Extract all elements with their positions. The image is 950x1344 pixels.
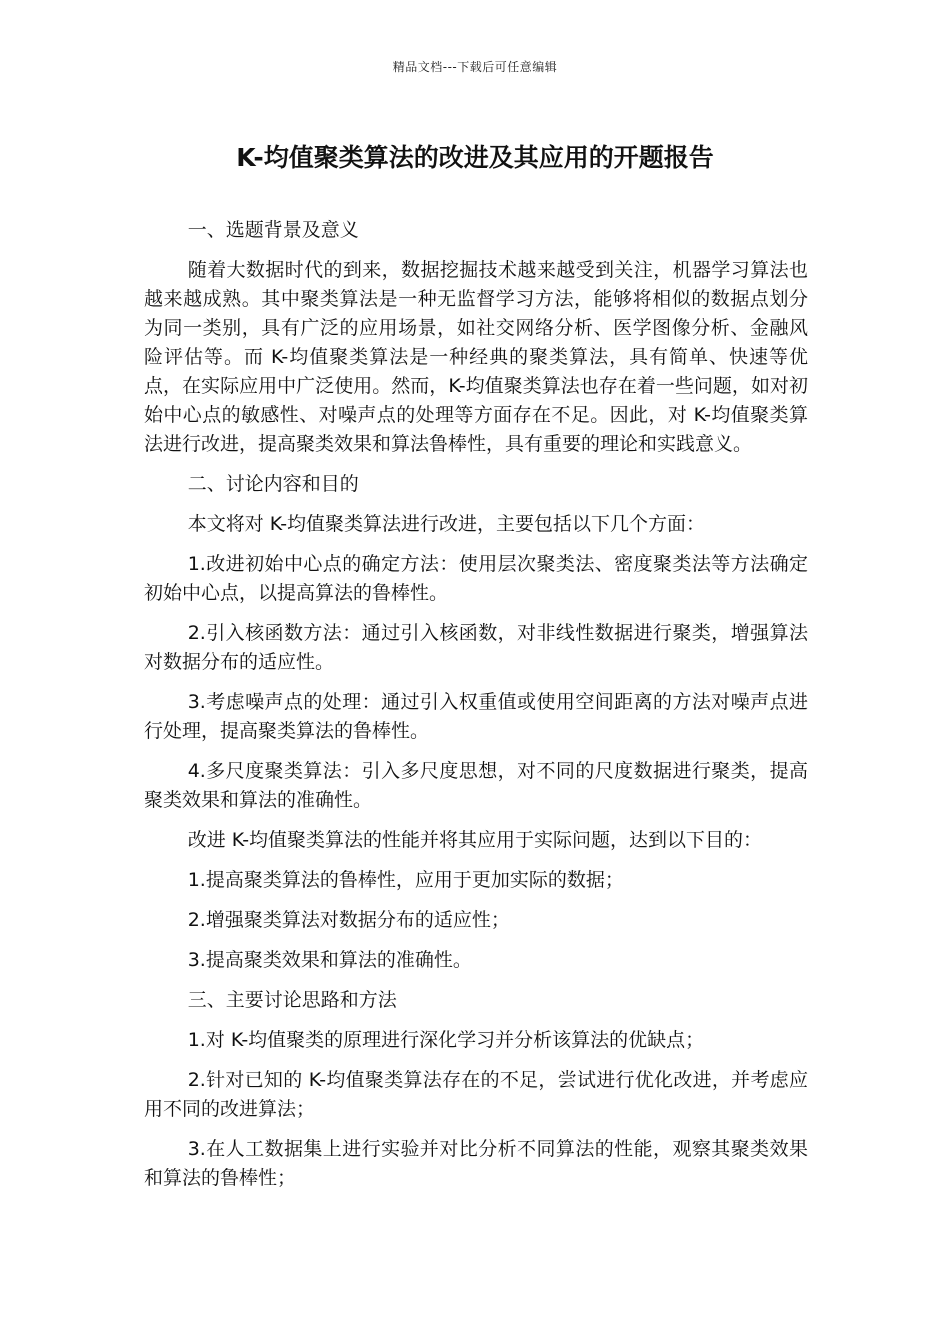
list-item: 3.在人工数据集上进行实验并对比分析不同算法的性能，观察其聚类效果和算法的鲁棒性； [144,1138,808,1189]
section-heading-background: 一、选题背景及意义 [187,219,359,241]
paragraph-background: 随着大数据时代的到来，数据挖掘技术越来越受到关注，机器学习算法也越来越成熟。其中聚类算法是一种无监督学习方法，能够将相似的数据点划分为同一类别，具有广泛的应用场景，如社交网络分析、医学图像分析、金融风险评估等。而 K-均值聚类算法是一种经典的聚类算法，具有简单、快速等优点，在实际应用中广泛使用。然而，K-均值聚类算法也存在着一些问题，如对初始中心点的敏感性、对噪声点的处理等方面存在不足。因此，对 K-均值聚类算法进行改进，提高聚类效果和算法鲁棒性，具有重要的理论和实践意义。 [144,259,808,455]
paragraph-intro: 本文将对 K-均值聚类算法进行改进，主要包括以下几个方面： [187,513,706,535]
section-heading-content: 二、讨论内容和目的 [187,473,359,495]
list-item: 3.提高聚类效果和算法的准确性。 [187,949,472,971]
header-note: 精品文档---下载后可任意编辑 [392,60,558,74]
list-item: 2.针对已知的 K-均值聚类算法存在的不足，尝试进行优化改进，并考虑应用不同的改进算法； [144,1069,808,1120]
paragraph-goals-intro: 改进 K-均值聚类算法的性能并将其应用于实际问题，达到以下目的： [187,829,763,851]
list-item: 2.引入核函数方法：通过引入核函数，对非线性数据进行聚类，增强算法对数据分布的适应性。 [144,622,808,673]
list-item: 1.提高聚类算法的鲁棒性，应用于更加实际的数据； [187,869,624,891]
list-item: 1.对 K-均值聚类的原理进行深化学习并分析该算法的优缺点； [187,1029,705,1051]
list-item: 1.改进初始中心点的确定方法：使用层次聚类法、密度聚类法等方法确定初始中心点，以提高算法的鲁棒性。 [144,553,808,604]
list-item: 2.增强聚类算法对数据分布的适应性； [187,909,510,931]
document-title: K-均值聚类算法的改进及其应用的开题报告 [236,143,714,172]
document-body [144,216,808,1204]
list-item: 4.多尺度聚类算法：引入多尺度思想，对不同的尺度数据进行聚类，提高聚类效果和算法的准确性。 [144,760,808,811]
section-heading-methods: 三、主要讨论思路和方法 [187,989,397,1011]
list-item: 3.考虑噪声点的处理：通过引入权重值或使用空间距离的方法对噪声点进行处理，提高聚类算法的鲁棒性。 [144,691,808,742]
